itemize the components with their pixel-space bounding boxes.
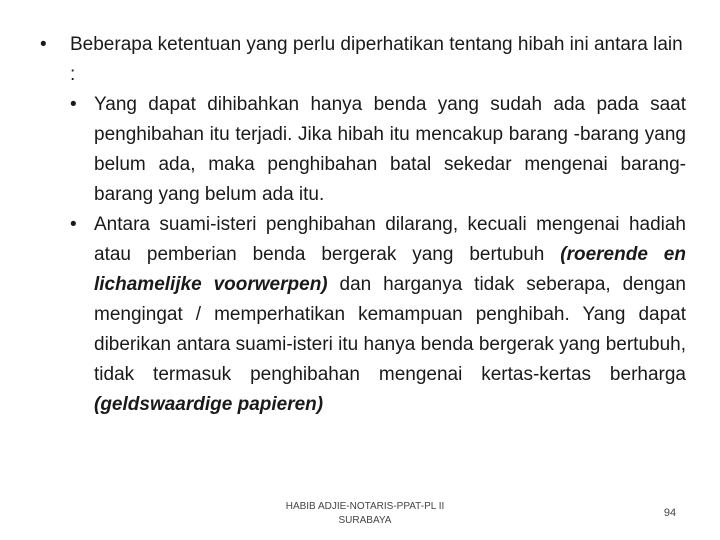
sub-point-2-text-continued: dan harganya tidak seberapa, dengan mengingat / memperhatikan kemampuan penghibah. Yang dapat diberikan antara suami-isteri itu hanya benda bergerak yang bertubuh, tidak termasuk penghibahan mengenai kertas-kertas berharga <box>94 274 686 385</box>
footer-line-2: SURABAYA <box>338 515 392 526</box>
sub-point-2-text: Antara suami-isteri penghibahan dilarang, kecuali mengenai hadiah atau pemberian benda bergerak yang bertubuh <box>94 214 686 265</box>
footer-author <box>250 500 480 528</box>
main-point-text: Beberapa ketentuan yang perlu diperhatikan tentang hibah ini antara lain : <box>70 34 683 85</box>
bullet-icon: • <box>70 214 77 235</box>
sub-points-list <box>40 90 686 420</box>
main-bullet-point <box>40 30 686 90</box>
footer-line-1: HABIB ADJIE-NOTARIS-PPAT-PL II <box>285 501 445 512</box>
sub-point-1 <box>70 90 686 210</box>
bullet-icon: • <box>70 94 77 115</box>
sub-point-2-dutch-term-2: (geldswaardige papieren) <box>94 394 324 415</box>
sub-point-2-dutch-term: (roerende en lichamelijke voorwerpen) <box>94 244 686 295</box>
slide-content <box>40 30 686 420</box>
sub-point-2 <box>70 210 686 420</box>
page-number: 94 <box>663 507 677 519</box>
sub-point-1-text: Yang dapat dihibahkan hanya benda yang sudah ada pada saat penghibahan itu terjadi. Jika hibah itu mencakup barang -barang yang belum ada, maka penghibahan batal sekedar mengenai barang-barang yang belum ada itu. <box>94 94 686 205</box>
bullet-icon: • <box>40 34 47 55</box>
